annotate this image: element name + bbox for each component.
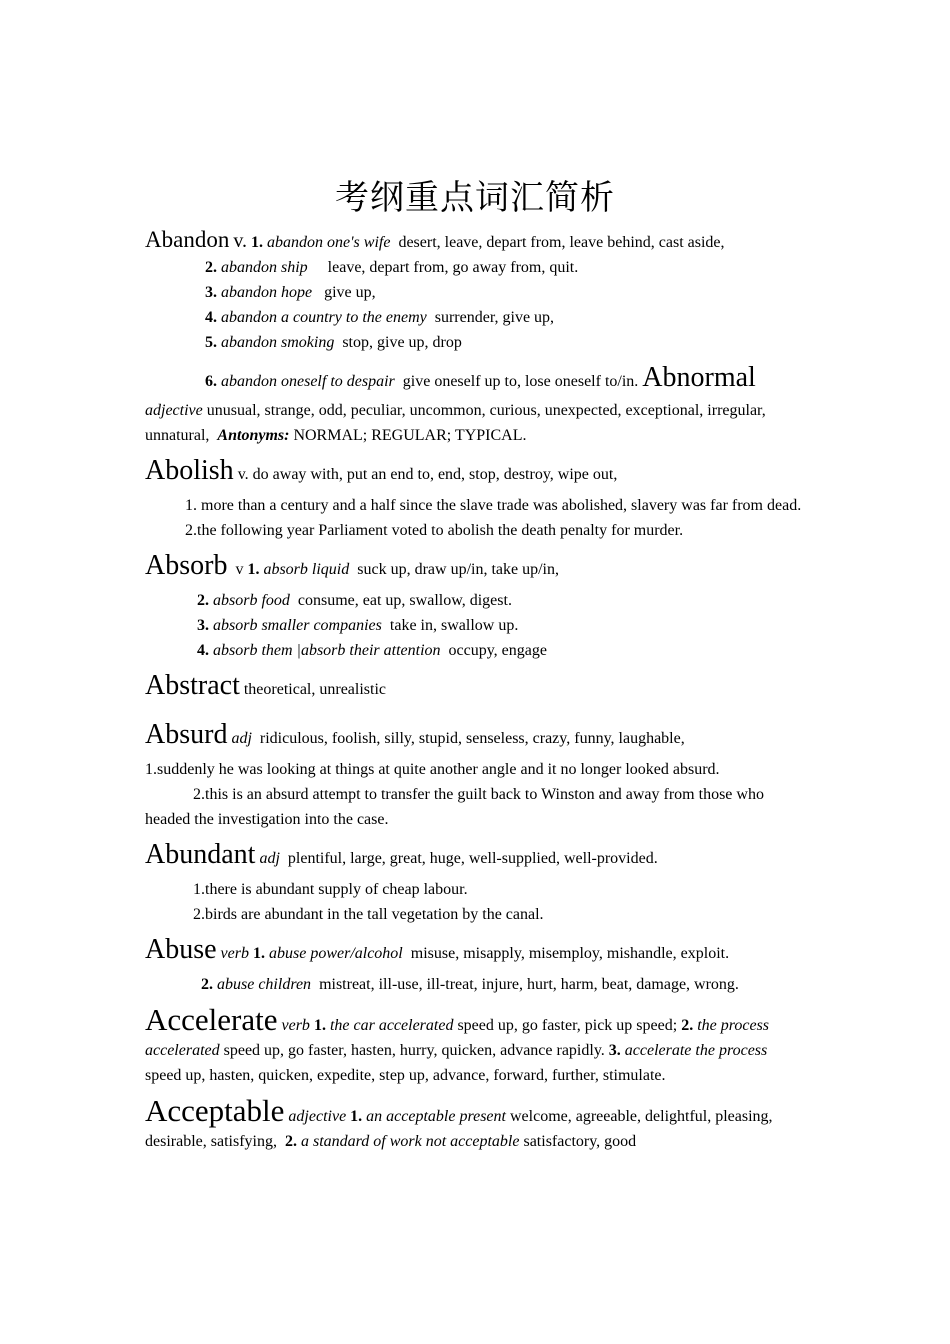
sense-number: 4. (205, 309, 217, 326)
page-title: 考纲重点词汇简析 (335, 178, 615, 218)
sense-number: 3. (205, 284, 217, 301)
sense-number: 2. (197, 592, 209, 609)
example-sentence: 2.birds are abundant in the tall vegetation by the canal. (193, 906, 544, 923)
synonyms: ridiculous, foolish, silly, stupid, senseless, crazy, funny, laughable, (259, 730, 685, 747)
sense-number: 1. (313, 1017, 326, 1034)
entry-abuse (145, 935, 805, 997)
synonyms: speed up, hasten, quicken, expedite, step up, advance, forward, further, stimulate. (145, 1067, 666, 1084)
part-of-speech: adjective (145, 402, 203, 419)
entry-abnormal (145, 398, 805, 448)
example-sentence: 1.suddenly he was looking at things at quite another angle and it no longer looked absurd. (145, 761, 720, 778)
synonyms: misuse, misapply, misemploy, mishandle, exploit. (410, 945, 730, 962)
synonyms: give up, (324, 284, 376, 301)
example-phrase: abandon oneself to despair (221, 373, 395, 390)
example-phrase: the process accelerated (145, 1017, 770, 1059)
synonyms: leave, depart from, go away from, quit. (327, 259, 579, 276)
example-phrase: absorb liquid (263, 561, 350, 578)
headword: Accelerate (145, 1002, 278, 1037)
sense-number: 1. (252, 945, 265, 962)
sense-number: 1. (251, 234, 264, 251)
synonyms: do away with, put an end to, end, stop, destroy, wipe out, (252, 466, 618, 483)
headword: Abstract (145, 670, 240, 701)
document-page (145, 175, 805, 1154)
synonyms: unusual, strange, odd, peculiar, uncommon, curious, unexpected, exceptional, irregular, unnatural, (145, 402, 766, 444)
headword: Absurd (145, 719, 228, 750)
sense-number: 6. (205, 373, 217, 390)
example-phrase: abuse children (217, 976, 312, 993)
synonyms: give oneself up to, lose oneself to/in. (402, 373, 639, 390)
synonyms: consume, eat up, swallow, digest. (297, 592, 512, 609)
sense-number: 1. (247, 561, 260, 578)
part-of-speech: v. (237, 466, 249, 483)
sense-number: 1. (350, 1108, 363, 1125)
synonyms: surrender, give up, (434, 309, 555, 326)
example-phrase: a standard of work not acceptable (300, 1133, 520, 1150)
sense-number: 2. (681, 1017, 694, 1034)
entry-acceptable (145, 1093, 805, 1154)
antonyms-label: Antonyms: (217, 427, 290, 444)
entry-accelerate (145, 1002, 805, 1088)
sense-number: 2. (284, 1133, 297, 1150)
example-phrase: abandon a country to the enemy (221, 309, 427, 326)
synonyms: theoretical, unrealistic (243, 681, 387, 698)
example-phrase: abandon smoking (221, 334, 335, 351)
entry-abundant (145, 840, 805, 927)
entry-absorb (145, 551, 805, 663)
entry-abstract (145, 671, 805, 702)
headword: Abuse (145, 934, 217, 965)
entry-absurd (145, 720, 805, 832)
example-sentence: 1. more than a century and a half since the slave trade was abolished, slavery was far from dead. (185, 497, 802, 514)
part-of-speech: adj (231, 730, 252, 747)
entry-abolish (145, 456, 805, 543)
example-phrase: absorb smaller companies (213, 617, 382, 634)
part-of-speech: v. (233, 230, 248, 252)
sense-number: 4. (197, 642, 209, 659)
synonyms: speed up, go faster, pick up speed; (457, 1017, 678, 1034)
synonyms: welcome, agreeable, delightful, pleasing, desirable, satisfying, (145, 1108, 773, 1150)
example-phrase: absorb them |absorb their attention (213, 642, 441, 659)
synonyms: satisfactory, good (523, 1133, 637, 1150)
headword: Abolish (145, 455, 234, 486)
example-sentence: 1.there is abundant supply of cheap labour. (193, 881, 468, 898)
example-phrase: abandon one's wife (267, 234, 391, 251)
example-phrase: an acceptable present (366, 1108, 506, 1125)
part-of-speech: v (235, 561, 244, 578)
part-of-speech: verb (220, 945, 249, 962)
part-of-speech: adjective (288, 1108, 347, 1125)
example-phrase: abuse power/alcohol (268, 945, 403, 962)
headword: Abundant (145, 839, 256, 870)
part-of-speech: adj (259, 850, 280, 867)
example-sentence: 2.this is an absurd attempt to transfer the guilt back to Winston and away from those who headed the investigation into the case. (145, 786, 764, 828)
example-phrase: accelerate the process (624, 1042, 768, 1059)
sense-number: 3. (197, 617, 209, 634)
example-sentence: 2.the following year Parliament voted to abolish the death penalty for murder. (185, 522, 684, 539)
synonyms: plentiful, large, great, huge, well-supplied, well-provided. (287, 850, 658, 867)
synonyms: stop, give up, drop (342, 334, 462, 351)
sense-number: 2. (201, 976, 213, 993)
example-phrase: absorb food (213, 592, 290, 609)
headword: Acceptable (145, 1093, 285, 1128)
synonyms: suck up, draw up/in, take up/in, (357, 561, 559, 578)
sense-number: 5. (205, 334, 217, 351)
headword: Abnormal (642, 362, 756, 393)
synonyms: occupy, engage (448, 642, 547, 659)
synonyms: take in, swallow up. (389, 617, 519, 634)
antonyms: NORMAL; REGULAR; TYPICAL. (293, 427, 527, 444)
synonyms: desert, leave, depart from, leave behind, cast aside, (398, 234, 725, 251)
sense-number: 3. (608, 1042, 621, 1059)
example-phrase: abandon ship (221, 259, 308, 276)
example-phrase: the car accelerated (329, 1017, 454, 1034)
sense-number: 2. (205, 259, 217, 276)
headword: Abandon (145, 227, 230, 252)
headword: Absorb (145, 550, 228, 581)
synonyms: speed up, go faster, hasten, hurry, quicken, advance rapidly. (223, 1042, 605, 1059)
synonyms: mistreat, ill-use, ill-treat, injure, hurt, harm, beat, damage, wrong. (319, 976, 739, 993)
entry-abandon (145, 225, 805, 394)
example-phrase: abandon hope (221, 284, 313, 301)
part-of-speech: verb (281, 1017, 310, 1034)
